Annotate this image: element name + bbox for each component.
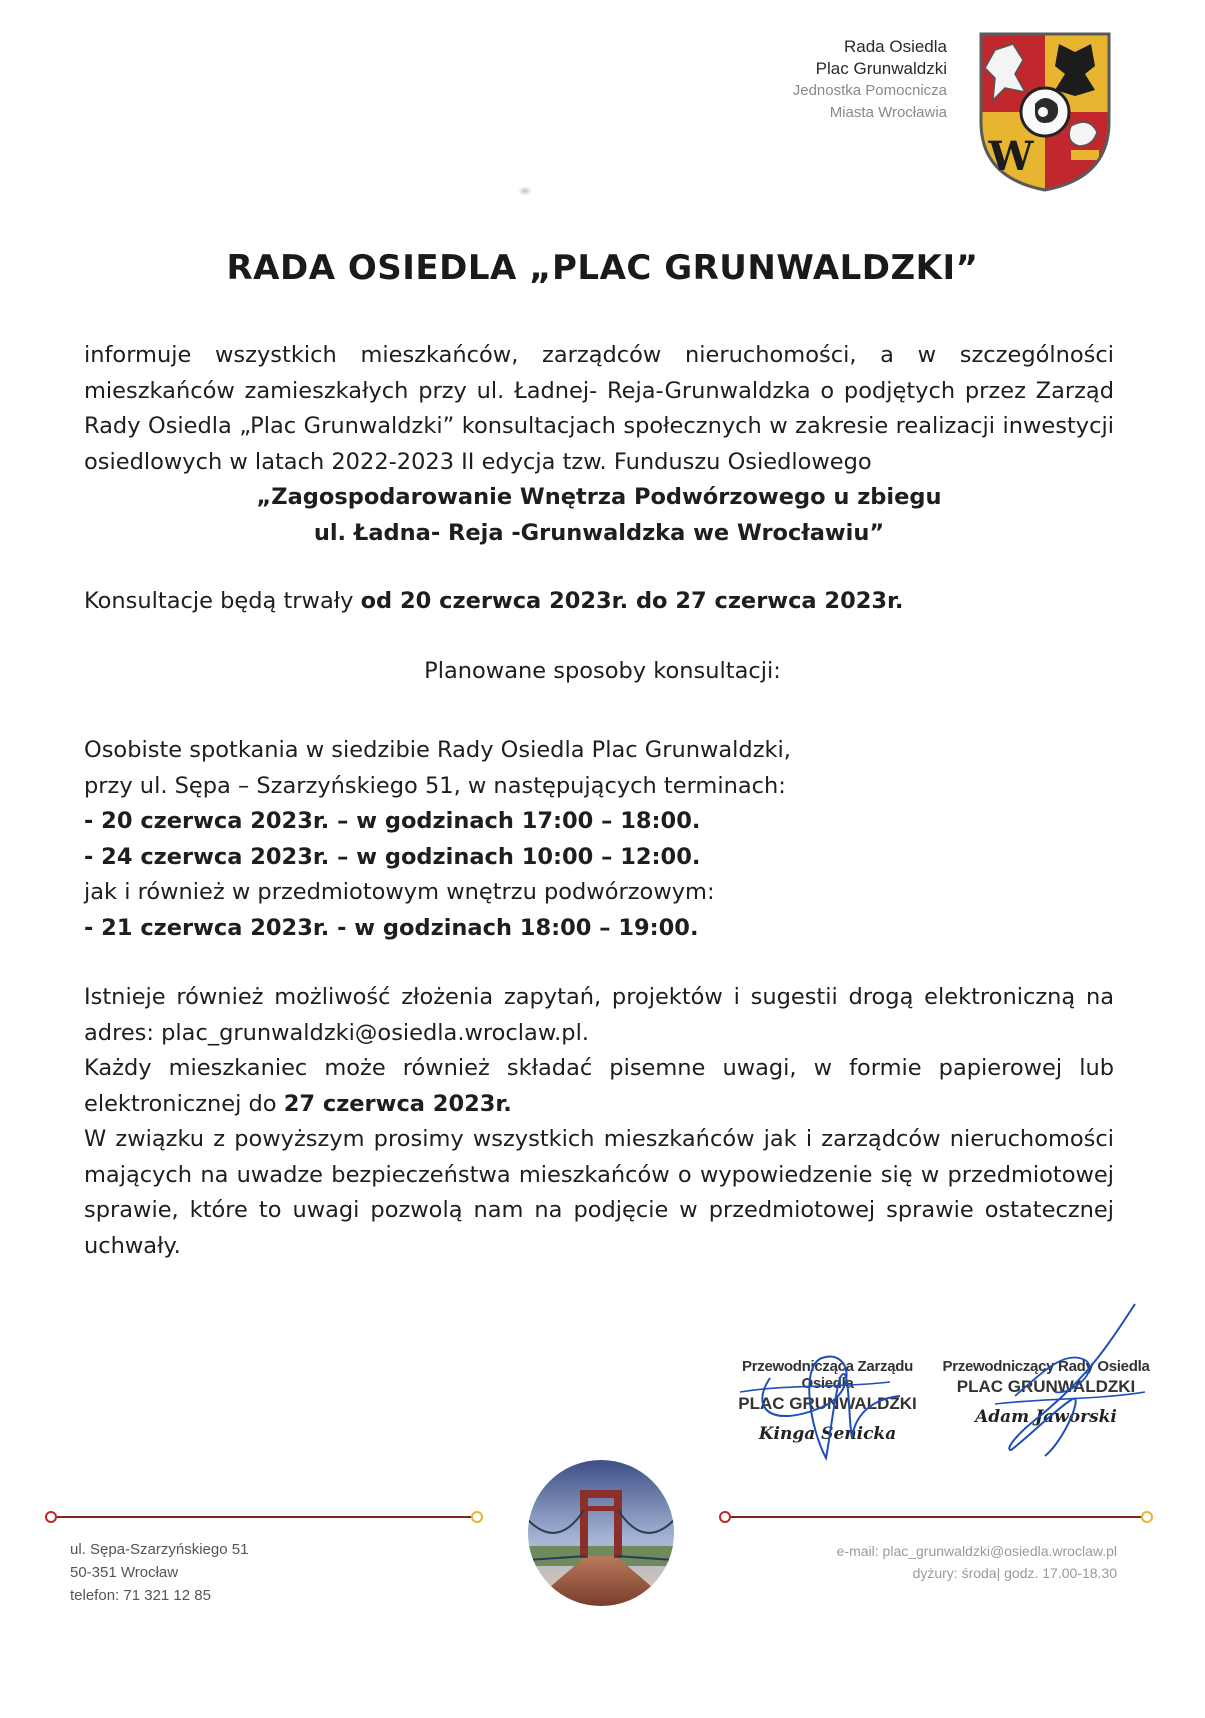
org-header (793, 36, 947, 124)
meeting-term-1: - 20 czerwca 2023r. – w godzinach 17:00 – 18:00. (84, 808, 701, 834)
contact-paragraph-3: W związku z powyższym prosimy wszystkich mieszkańców jak i zarządców nieruchomości mających na uwadze bezpieczeństwa mieszkańców o wypowiedzenie się w przedmiotowej sprawie, które to uwagi pozwolą nam na podjęcie w przedmiotowej sprawie ostatecznej uchwały. (84, 1126, 1114, 1259)
contact-section (84, 980, 1114, 1264)
footer-divider-right (718, 1510, 1154, 1524)
project-name-line2: ul. Ładna- Reja -Grunwaldzka we Wrocławiu” (313, 519, 885, 546)
consultation-prefix: Konsultacje będą trwały (84, 588, 361, 614)
footer-email: e-mail: plac_grunwaldzki@osiedla.wroclaw.pl (836, 1543, 1117, 1559)
project-name-line1: „Zagospodarowanie Wnętrza Podwórzowego u zbiegu (256, 484, 942, 510)
meetings-line1: Osobiste spotkania w siedzibie Rady Osiedla Plac Grunwaldzki, (84, 737, 791, 763)
signature-org: PLAC GRUNWALDZKI (738, 1394, 917, 1413)
address-city: 50-351 Wrocław (70, 1564, 179, 1581)
org-subtitle-line2: Miasta Wrocławia (829, 104, 947, 121)
org-name-line2: Plac Grunwaldzki (815, 59, 947, 78)
address-street: ul. Sępa-Szarzyńskiego 51 (70, 1541, 249, 1558)
contact-paragraph-2 (84, 1051, 1114, 1122)
signature-role: Przewodniczący Rady Osiedla (942, 1358, 1150, 1375)
footer-contact (837, 1540, 1117, 1584)
meetings-section (84, 733, 1114, 946)
page-title: RADA OSIEDLA „PLAC GRUNWALDZKI” (226, 248, 979, 288)
planned-methods-heading: Planowane sposoby konsultacji: (424, 658, 781, 684)
org-name-line1: Rada Osiedla (843, 37, 947, 56)
meeting-term-2: - 24 czerwca 2023r. – w godzinach 10:00 – 12:00. (84, 843, 701, 870)
handwritten-signature-2 (975, 1300, 1165, 1460)
address-phone: telefon: 71 321 12 85 (70, 1587, 211, 1604)
footer-address (70, 1538, 248, 1607)
signature-name: Kinga Senicka (758, 1424, 897, 1444)
scan-smudge (518, 186, 532, 196)
contact2-text: Każdy mieszkaniec może również składać pisemne uwagi, w formie papierowej lub elektronicznej do (84, 1055, 1114, 1117)
org-subtitle-line1: Jednostka Pomocnicza (792, 82, 947, 99)
crest-letter: W (988, 133, 1034, 180)
meetings-line2: przy ul. Sępa – Szarzyńskiego 51, w następujących terminach: (84, 772, 786, 799)
footer-divider-left (44, 1510, 484, 1524)
intro-paragraph: informuje wszystkich mieszkańców, zarządców nieruchomości, a w szczególności mieszkańców zamieszkałych przy ul. Ładnej- Reja-Grunwaldzka o podjętych przez Zarząd Rady Osiedla „Plac Grunwaldzki” konsultacjach społecznych w zakresie realizacji inwestycji osiedlowych w latach 2022-2023 II edycja tzw. Funduszu Osiedlowego (84, 342, 1114, 475)
meeting-term-3: - 21 czerwca 2023r. - w godzinach 18:00 – 19:00. (84, 914, 699, 941)
signature-org: PLAC GRUNWALDZKI (956, 1377, 1136, 1396)
signature-role: Przewodnicząca Zarządu Osiedla (742, 1358, 913, 1392)
footer-hours: dyżury: środa| godz. 17.00-18.30 (912, 1565, 1117, 1581)
consultation-dates: od 20 czerwca 2023r. do 27 czerwca 2023r. (360, 588, 904, 614)
bridge-photo (528, 1460, 674, 1606)
signature-name: Adam Jaworski (975, 1407, 1117, 1427)
handwritten-signature-1 (730, 1318, 910, 1468)
contact-paragraph-1: Istnieje również możliwość złożenia zapytań, projektów i sugestii drogą elektroniczną na adres: plac_grunwaldzki@osiedla.wroclaw.pl. (84, 984, 1114, 1046)
wroclaw-coat-of-arms-icon (975, 30, 1115, 195)
consultation-period (84, 584, 1114, 620)
intro-section (84, 338, 1114, 551)
meetings-line3: jak i również w przedmiotowym wnętrzu podwórzowym: (84, 879, 715, 905)
deadline-date: 27 czerwca 2023r. (283, 1090, 512, 1117)
